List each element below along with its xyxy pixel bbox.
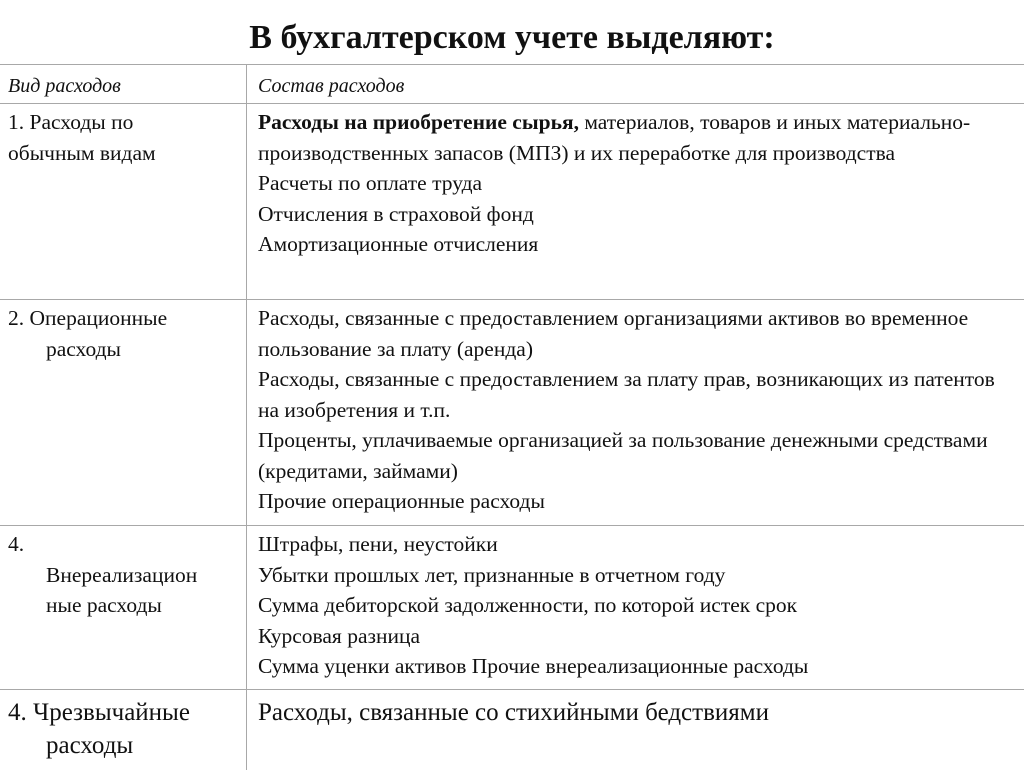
expense-composition-cell [247, 526, 1024, 689]
expense-type-line: обычным видам [8, 140, 156, 165]
composition-item: Убытки прошлых лет, признанные в отчетном году [258, 562, 726, 587]
composition-item: Расходы, связанные с предоставлением организациями активов во временное пользование за плату (аренда) [258, 306, 969, 361]
composition-item: Расходы, связанные со стихийными бедствиями [258, 699, 769, 726]
table-row [0, 690, 1024, 770]
expense-type-line: Внереализацион [46, 562, 198, 587]
composition-item: Курсовая разница [258, 623, 421, 648]
composition-item: Прочие операционные расходы [258, 489, 545, 513]
expenses-table [0, 64, 1024, 770]
composition-item-text: материалов, товаров и иных материально-производственных запасов (МПЗ) и их переработке для производства [258, 110, 971, 165]
expense-type-line: 2. Операционные [8, 306, 168, 330]
header-expense-composition: Состав расходов [258, 75, 405, 97]
expense-composition-cell [247, 104, 1024, 299]
table-row [0, 104, 1024, 300]
expense-type-line: расходы [46, 336, 121, 361]
composition-item [258, 107, 1016, 168]
composition-item: Проценты, уплачиваемые организацией за пользование денежными средствами (кредитами, займами) [258, 428, 988, 483]
expense-type-cell [0, 300, 247, 525]
composition-item: Штрафы, пени, неустойки [258, 532, 498, 556]
composition-item: Расчеты по оплате труда [258, 171, 483, 195]
composition-item: Отчисления в страховой фонд [258, 201, 534, 226]
composition-item: Сумма уценки активов Прочие внереализационные расходы [258, 654, 809, 678]
table-row [0, 300, 1024, 526]
expense-composition-cell [247, 690, 1024, 770]
expense-composition-cell [247, 300, 1024, 525]
expense-type-line: ные расходы [46, 593, 162, 617]
expense-type-line: 4. Чрезвычайные [8, 699, 190, 726]
expense-type-cell [0, 690, 247, 770]
composition-item: Расходы, связанные с предоставлением за плату прав, возникающих из патентов на изобретения и т.п. [258, 367, 995, 422]
expense-type-line: расходы [46, 732, 134, 759]
expense-type-line: 4. [8, 532, 25, 556]
composition-item: Амортизационные отчисления [258, 232, 539, 256]
table-header-row [0, 65, 1024, 104]
table-row [0, 526, 1024, 690]
expense-type-cell [0, 104, 247, 299]
composition-item-bold: Расходы на приобретение сырья, [258, 110, 579, 134]
expense-type-cell [0, 526, 247, 689]
header-expense-type: Вид расходов [0, 65, 247, 103]
page-title: В бухгалтерском учете выделяют: [249, 19, 775, 56]
expense-type-line: 1. Расходы по [8, 110, 134, 134]
composition-item: Сумма дебиторской задолженности, по которой истек срок [258, 593, 798, 617]
